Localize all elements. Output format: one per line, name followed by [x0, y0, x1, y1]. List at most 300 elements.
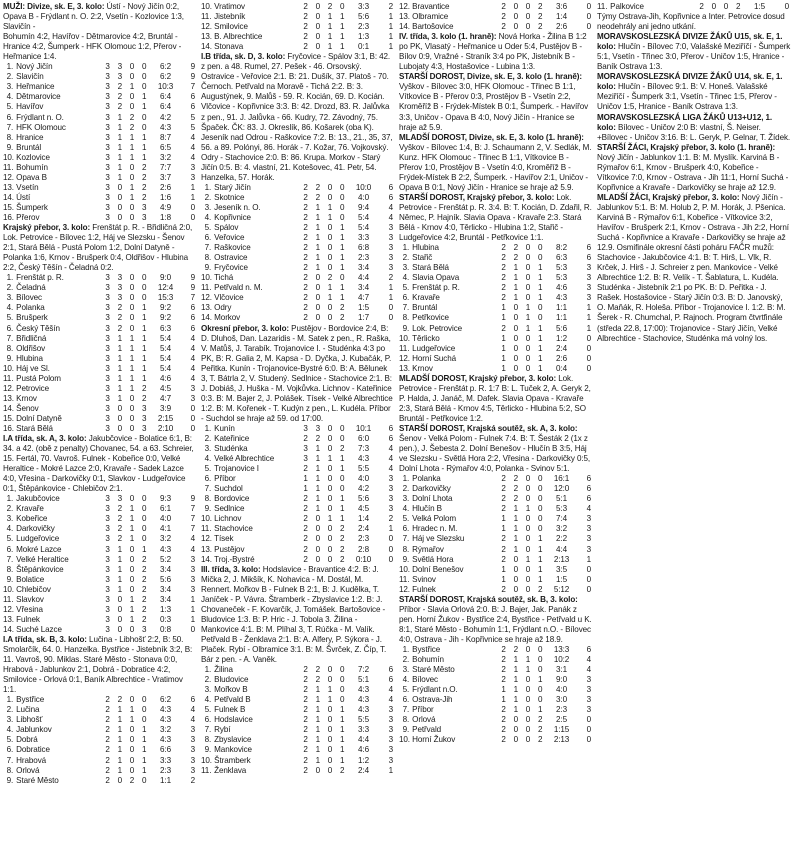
results-paragraph	[597, 12, 791, 32]
table-row	[399, 675, 593, 685]
table-row	[3, 585, 197, 595]
table-row	[201, 665, 395, 675]
wins-cell: 3	[117, 283, 122, 293]
played-cell: 3	[105, 624, 110, 634]
draws-cell: 0	[327, 243, 333, 253]
results-text: Hlučín - Bílovec 7:0, Valašské Meziříčí - Šumperk 5:1, Vsetín - Třinec 3:0, Přerov - Uničov 1:5, Hranice - Baník Ostrava 1:3.	[597, 42, 791, 72]
table-row	[201, 223, 395, 233]
draws-cell: 0	[327, 504, 333, 514]
results-paragraph	[597, 143, 791, 193]
draws-cell: 1	[129, 715, 135, 725]
draws-cell: 1	[129, 132, 135, 142]
table-row	[201, 2, 395, 12]
score-cell: 2:5	[556, 715, 567, 725]
score-cell: 4:0	[358, 474, 369, 484]
draws-cell: 0	[525, 564, 531, 574]
played-cell: 3	[303, 454, 308, 464]
score-cell: 0:1	[358, 42, 369, 52]
points-cell: 4	[190, 353, 195, 363]
played-cell: 3	[105, 283, 110, 293]
table-row	[3, 123, 197, 133]
table-row	[3, 695, 197, 705]
table-row	[201, 685, 395, 695]
wins-cell: 2	[315, 675, 320, 685]
score-cell: 5:4	[358, 212, 369, 222]
losses-cell: 2	[141, 383, 147, 393]
played-cell: 2	[501, 263, 506, 273]
draws-cell: 0	[129, 393, 135, 403]
score-cell: 7:2	[358, 665, 369, 675]
score-cell: 4:3	[358, 454, 369, 464]
wins-cell: 0	[513, 2, 518, 11]
points-cell: 6	[586, 484, 591, 494]
table-row	[3, 324, 197, 334]
rank-cell: 11.	[201, 765, 212, 775]
losses-cell: 1	[141, 725, 147, 735]
draws-cell: 0	[525, 645, 531, 654]
results-text: Nový Jičín - Jablunkov 5:1. B: M. Holub 2, P. M. Horák, J. Pšenica. Karviná B - Rýmařov 6:1, Kobeřice - Vítkovice 3:2, Havířov - Brušperk 2:1, Krnov - Ostrava - Jih 2:2, Horní Suchá - Kopřivnice a Kravaře - Darkovičky se hraje až 12.9. Osmifinále okresní části poháru FAČR mužů: Stachovice - Jakubčovice 4:1. B: T. Hirš, L. Vlk, R. Krček, J. Hirš - J. Schreier z pen. Mankovice - Velké Albrechtice 1:2. B: R. Velík - T. Šablatura, L. Kudéla. Studénka - Jistebník 2:1 po PK. B: D. Peřitka - J. Rašek. Hostašovice - Starý Jičín 0:3. B: D. Janovský, O. Maňák, R. Holeša. Příbor - Trojanovice I. 1:2. B: M. Šerek - R. Chumchal, P. Rajnoch. Program čtvrtfinále (středa 22.8, 17:00): Trojanovice - Starý Jičín, Velké Albrechtice - Stachovice, Studénka má volný los.	[597, 192, 789, 343]
standings-table	[399, 474, 593, 595]
wins-cell: 1	[117, 755, 122, 765]
score-cell: 1:8	[160, 212, 171, 222]
score-cell: 2:3	[358, 534, 369, 544]
losses-cell: 1	[339, 504, 345, 514]
points-cell: 4	[190, 363, 195, 373]
rank-cell: 3.	[204, 685, 212, 695]
score-cell: 2:3	[358, 22, 369, 32]
wins-cell: 1	[315, 243, 320, 253]
score-cell: 7:7	[160, 162, 171, 172]
played-cell: 2	[105, 735, 110, 745]
losses-cell: 1	[537, 554, 543, 564]
points-cell: 0	[190, 423, 195, 433]
wins-cell: 1	[117, 172, 122, 182]
losses-cell: 0	[537, 685, 543, 695]
points-cell: 0	[586, 12, 591, 22]
draws-cell: 1	[129, 343, 135, 353]
team-name: Palkovice	[610, 2, 644, 11]
table-row	[201, 454, 395, 464]
score-cell: 4:1	[160, 524, 171, 534]
wins-cell: 0	[513, 564, 518, 574]
team-name: Hodslavice	[214, 715, 253, 725]
wins-cell: 0	[513, 313, 518, 323]
rank-cell: 16.	[3, 212, 14, 222]
draws-cell: 0	[327, 192, 333, 202]
played-cell: 1	[501, 343, 506, 353]
wins-cell: 0	[315, 42, 320, 52]
table-row	[3, 424, 197, 434]
losses-cell: 1	[141, 373, 147, 383]
score-cell: 6:3	[556, 253, 567, 263]
score-cell: 4:5	[160, 383, 171, 393]
played-cell: 3	[105, 353, 110, 363]
team-name: Havířov	[16, 102, 44, 112]
points-cell: 3	[586, 544, 591, 554]
played-cell: 1	[303, 484, 308, 494]
wins-cell: 0	[117, 192, 122, 202]
points-cell: 3	[190, 574, 195, 584]
team-name: Bruntál	[16, 142, 42, 152]
losses-cell: 0	[339, 685, 345, 695]
played-cell: 2	[303, 695, 308, 705]
points-cell: 4	[190, 152, 195, 162]
team-name: Petřvald n. M.	[214, 283, 263, 293]
draws-cell: 0	[525, 243, 531, 253]
table-row	[3, 183, 197, 193]
table-row	[201, 545, 395, 555]
results-text: Lok. Petrovice - Frenštát p. R. 3:4. B: T. Kocián, D. Zdařil, R. Němec, P. Hajník. Slavia Opava - Kravaře 2:3. Stará Bělá - Krnov 4:0, Těrlicko - Hlubina 1:2, Stařič - Ludgeřovice 4:2, Bruntál - Petřkovice 1:1.	[399, 192, 592, 243]
table-row	[399, 645, 593, 655]
table-row	[399, 243, 593, 253]
draws-cell: 0	[525, 514, 531, 524]
table-row	[201, 715, 395, 725]
losses-cell: 0	[141, 514, 147, 524]
points-cell: 3	[388, 263, 393, 273]
competition-heading: MLADŠÍ DOROST, Divize, sk. E, 3. kolo (1. hraně):	[399, 132, 584, 142]
played-cell: 2	[501, 544, 506, 554]
draws-cell: 1	[129, 333, 135, 343]
team-name: Ostrava-Jih	[412, 695, 453, 705]
table-row	[3, 303, 197, 313]
draws-cell: 0	[129, 293, 135, 303]
score-cell: 1:1	[160, 775, 171, 785]
table-row	[3, 735, 197, 745]
results-paragraph	[597, 32, 791, 72]
losses-cell: 0	[141, 72, 147, 82]
team-name: Petrovice	[16, 383, 49, 393]
wins-cell: 0	[513, 303, 518, 313]
score-cell: 12:4	[157, 283, 174, 293]
draws-cell: 0	[525, 574, 531, 584]
table-row	[3, 605, 197, 615]
results-text: Vyškov - Bílovec 3:0, HFK Olomouc - Třinec B 1:1, Vítkovice B - Přerov 0:3, Prostějov B - Vsetín 2:2, Kroměříž B - Frýdek-Místek B 0:1, Šumperk. - Havířov 3:3, Uničov - Opava B 4:0, Nový Jičín - Hranice se hraje až 5.9.	[399, 82, 589, 132]
losses-cell: 0	[339, 182, 345, 192]
rank-cell: 6.	[6, 745, 14, 755]
rank-cell: 4.	[402, 273, 410, 283]
wins-cell: 1	[117, 152, 122, 162]
wins-cell: 2	[315, 434, 320, 444]
table-row	[3, 756, 197, 766]
played-cell: 2	[303, 675, 308, 685]
wins-cell: 3	[117, 62, 122, 72]
losses-cell: 0	[537, 253, 543, 263]
table-row	[3, 293, 197, 303]
competition-heading: STARŠÍ DOROST, Divize, sk. E, 3. kolo (1. hraně):	[399, 72, 582, 82]
score-cell: 4:3	[358, 695, 369, 705]
draws-cell: 0	[525, 12, 531, 22]
played-cell: 2	[105, 745, 110, 755]
rank-cell: 5.	[204, 705, 212, 715]
table-row	[399, 705, 593, 715]
score-cell: 4:6	[556, 283, 567, 293]
team-name: Dobratice	[16, 745, 50, 755]
losses-cell: 1	[141, 353, 147, 363]
score-cell: 0:10	[355, 554, 372, 564]
losses-cell: 1	[537, 705, 543, 715]
losses-cell: 1	[537, 323, 543, 333]
played-cell: 3	[105, 554, 110, 564]
rank-cell: 10.	[201, 2, 212, 11]
table-row	[3, 575, 197, 585]
wins-cell: 1	[315, 715, 320, 725]
team-name: Skotnice	[214, 192, 245, 202]
team-name: Štěpánkovice	[16, 564, 64, 574]
draws-cell: 0	[327, 434, 333, 444]
played-cell: 2	[303, 253, 308, 263]
table-row	[3, 625, 197, 635]
wins-cell: 1	[513, 705, 518, 715]
played-cell: 3	[105, 574, 110, 584]
losses-cell: 2	[141, 564, 147, 574]
points-cell: 4	[388, 685, 393, 695]
rank-cell: 5.	[402, 283, 410, 293]
draws-cell: 0	[129, 162, 135, 172]
losses-cell: 0	[537, 504, 543, 514]
wins-cell: 1	[117, 383, 122, 393]
points-cell: 3	[388, 504, 393, 514]
points-cell: 9	[190, 62, 195, 72]
rank-cell: 3.	[6, 293, 14, 303]
played-cell: 2	[303, 12, 308, 22]
played-cell: 3	[105, 413, 110, 423]
team-name: Kateřinice	[214, 434, 250, 444]
points-cell: 1	[190, 604, 195, 614]
played-cell: 2	[303, 303, 308, 313]
team-name: Bohumín	[412, 655, 444, 665]
played-cell: 3	[105, 152, 110, 162]
points-cell: 9	[190, 494, 195, 504]
wins-cell: 1	[513, 655, 518, 665]
score-cell: 15:3	[157, 293, 174, 303]
table-row	[399, 484, 593, 494]
team-name: Jistebník	[214, 12, 246, 22]
draws-cell: 0	[525, 474, 531, 484]
points-cell: 3	[388, 715, 393, 725]
rank-cell: 6.	[204, 474, 212, 484]
points-cell: 6	[190, 303, 195, 313]
table-row	[399, 585, 593, 595]
draws-cell: 0	[525, 735, 531, 745]
score-cell: 2:4	[556, 343, 567, 353]
rank-cell: 5.	[6, 102, 14, 112]
losses-cell: 2	[537, 725, 543, 735]
table-row	[399, 514, 593, 524]
played-cell: 3	[105, 202, 110, 212]
team-name: Háj ve Slezsku	[412, 534, 465, 544]
losses-cell: 2	[339, 554, 345, 564]
losses-cell: 1	[339, 464, 345, 474]
played-cell: 3	[105, 504, 110, 514]
team-name: Suchdol	[214, 484, 243, 494]
table-row	[201, 22, 395, 32]
rank-cell: 8.	[402, 313, 410, 323]
played-cell: 3	[105, 132, 110, 142]
draws-cell: 0	[525, 695, 531, 705]
losses-cell: 3	[141, 413, 147, 423]
played-cell: 3	[105, 172, 110, 182]
team-name: Kozlovice	[16, 152, 50, 162]
rank-cell: 1.	[6, 273, 14, 283]
rank-cell: 7.	[6, 554, 14, 564]
table-row	[3, 344, 197, 354]
points-cell: 1	[190, 182, 195, 192]
losses-cell: 1	[339, 243, 345, 253]
draws-cell: 0	[129, 735, 135, 745]
wins-cell: 0	[513, 12, 518, 22]
team-name: Nový Jičín	[16, 62, 53, 72]
played-cell: 3	[105, 72, 110, 82]
played-cell: 2	[303, 22, 308, 32]
played-cell: 2	[303, 725, 308, 735]
draws-cell: 1	[525, 655, 531, 665]
points-cell: 1	[586, 303, 591, 313]
points-cell: 3	[190, 383, 195, 393]
score-cell: 3:4	[358, 263, 369, 273]
points-cell: 1	[388, 765, 393, 775]
losses-cell: 1	[141, 735, 147, 745]
draws-cell: 0	[327, 665, 333, 675]
points-cell: 4	[190, 343, 195, 353]
score-cell: 5:4	[160, 363, 171, 373]
points-cell: 6	[586, 243, 591, 253]
table-row	[3, 555, 197, 565]
team-name: Čeladná	[16, 283, 46, 293]
table-row	[201, 534, 395, 544]
table-row	[399, 524, 593, 534]
team-name: Olbramice	[412, 12, 449, 22]
points-cell: 7	[190, 504, 195, 514]
score-cell: 9:2	[160, 303, 171, 313]
points-cell: 6	[190, 102, 195, 112]
table-row	[201, 725, 395, 735]
points-cell: 1	[388, 42, 393, 52]
score-cell: 3:4	[358, 283, 369, 293]
rank-cell: 9.	[402, 554, 410, 564]
draws-cell: 0	[129, 765, 135, 775]
score-cell: 1:5	[556, 574, 567, 584]
score-cell: 6:2	[160, 695, 171, 705]
score-cell: 5:4	[358, 223, 369, 233]
wins-cell: 3	[117, 72, 122, 82]
draws-cell: 0	[129, 172, 135, 182]
played-cell: 3	[105, 514, 110, 524]
draws-cell: 0	[327, 755, 333, 765]
team-name: Starý Jičín	[214, 182, 251, 192]
draws-cell: 0	[525, 705, 531, 715]
played-cell: 2	[105, 705, 110, 715]
draws-cell: 1	[327, 212, 333, 222]
team-name: Jablunkov	[16, 725, 52, 735]
wins-cell: 0	[315, 22, 320, 32]
score-cell: 4:0	[358, 192, 369, 202]
draws-cell: 1	[129, 705, 135, 715]
team-name: Vsetín	[16, 182, 39, 192]
team-name: Brušperk	[16, 313, 48, 323]
points-cell: 3	[190, 564, 195, 574]
score-cell: 1:4	[358, 514, 369, 524]
losses-cell: 0	[141, 273, 147, 283]
played-cell: 2	[105, 775, 110, 785]
played-cell: 2	[303, 273, 308, 283]
played-cell: 2	[501, 293, 506, 303]
played-cell: 2	[501, 584, 506, 594]
played-cell: 2	[303, 2, 308, 11]
played-cell: 3	[105, 313, 110, 323]
wins-cell: 1	[117, 715, 122, 725]
score-cell: 4:9	[160, 202, 171, 212]
team-name: Raškovice	[214, 243, 251, 253]
draws-cell: 0	[129, 564, 135, 574]
score-cell: 7:4	[556, 514, 567, 524]
losses-cell: 0	[339, 202, 345, 212]
rank-cell: 12.	[201, 22, 212, 32]
draws-cell: 0	[525, 685, 531, 695]
wins-cell: 0	[315, 534, 320, 544]
team-name: Hradec n. M.	[412, 524, 458, 534]
wins-cell: 1	[117, 745, 122, 755]
team-name: Těrlicko	[412, 333, 440, 343]
team-name: Háj ve Sl.	[16, 363, 50, 373]
losses-cell: 1	[141, 313, 147, 323]
wins-cell: 1	[117, 162, 122, 172]
draws-cell: 0	[525, 494, 531, 504]
draws-cell: 1	[327, 454, 333, 464]
draws-cell: 1	[327, 22, 333, 32]
team-name: Hrabová	[16, 755, 47, 765]
draws-cell: 0	[129, 212, 135, 222]
standings-table	[399, 2, 593, 32]
score-cell: 6:8	[358, 243, 369, 253]
table-row	[3, 82, 197, 92]
table-row	[3, 545, 197, 555]
draws-cell: 0	[129, 92, 135, 102]
wins-cell: 1	[315, 444, 320, 454]
rank-cell: 2.	[204, 675, 212, 685]
played-cell: 3	[105, 62, 110, 72]
losses-cell: 2	[537, 584, 543, 594]
rank-cell: 4.	[204, 454, 212, 464]
wins-cell: 1	[117, 735, 122, 745]
points-cell: 6	[388, 192, 393, 202]
played-cell: 3	[105, 142, 110, 152]
team-name: Dolní Lhota	[412, 494, 453, 504]
team-name: Ludgeřovice	[16, 534, 60, 544]
wins-cell: 2	[117, 514, 122, 524]
score-cell: 4:3	[358, 705, 369, 715]
team-name: Sedlnice	[214, 504, 245, 514]
competition-heading: STARŠÍ DOROST, Krajský přebor, 3. kolo:	[399, 192, 555, 202]
table-row	[3, 113, 197, 123]
draws-cell: 0	[525, 584, 531, 594]
draws-cell: 1	[327, 202, 333, 212]
losses-cell: 2	[141, 584, 147, 594]
losses-cell: 1	[537, 564, 543, 574]
wins-cell: 0	[117, 423, 122, 433]
score-cell: 3:4	[160, 594, 171, 604]
team-name: Kunín	[214, 423, 235, 433]
wins-cell: 2	[513, 243, 518, 253]
table-row	[201, 484, 395, 494]
team-name: Dolní Benešov	[412, 564, 464, 574]
score-cell: 2:3	[160, 765, 171, 775]
score-cell: 8:2	[556, 243, 567, 253]
draws-cell: 0	[129, 303, 135, 313]
table-row	[3, 92, 197, 102]
losses-cell: 3	[141, 212, 147, 222]
draws-cell: 0	[129, 323, 135, 333]
table-row	[399, 555, 593, 565]
